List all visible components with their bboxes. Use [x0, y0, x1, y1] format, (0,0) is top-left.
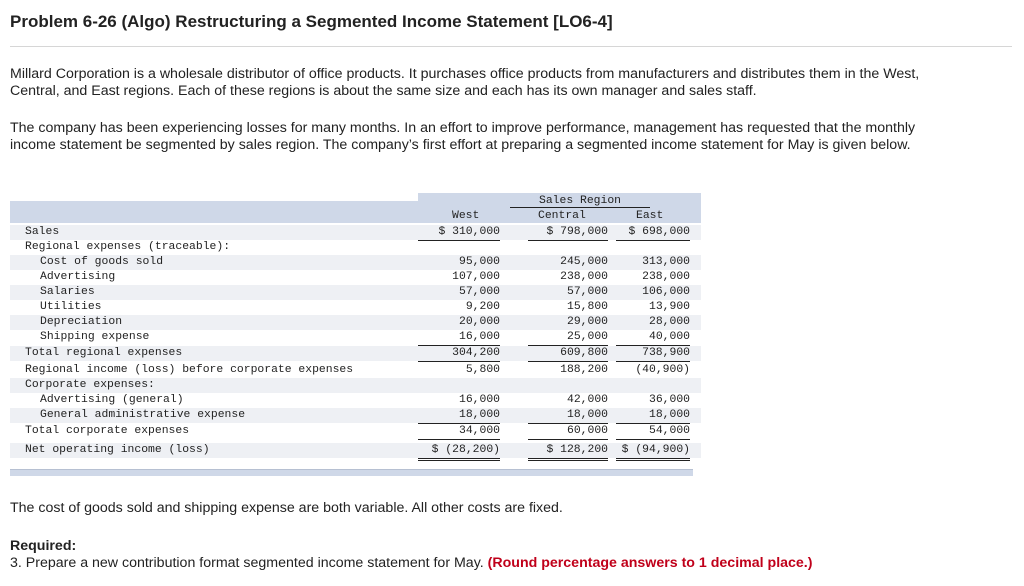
central-value: $ 128,200	[528, 443, 608, 461]
west-value: 57,000	[458, 286, 500, 298]
west-value: 95,000	[458, 256, 500, 268]
rounding-note: (Round percentage answers to 1 decimal place.)	[487, 555, 813, 571]
east-value: 13,900	[648, 301, 690, 313]
row-label: Total corporate expenses	[25, 425, 190, 437]
context-paragraph: The company has been experiencing losses for many months. In an effort to improve performance, management has requested that the monthly income statement be segmented by sales region. The company’s first effort at preparing a segmented income statement for May is given below.	[10, 120, 916, 153]
row-advertising	[10, 270, 701, 285]
row-label: Shipping expense	[40, 331, 150, 343]
table-bottom-band	[10, 469, 693, 476]
west-value: 107,000	[452, 271, 500, 283]
central-value: 609,800	[528, 346, 608, 362]
row-advertising-general	[10, 393, 701, 408]
central-value: 60,000	[528, 424, 608, 440]
east-value: 54,000	[616, 424, 690, 440]
west-value: 18,000	[418, 408, 500, 424]
row-regional-income	[10, 363, 701, 378]
east-value: 36,000	[648, 394, 690, 406]
east-value: 18,000	[616, 408, 690, 424]
central-value: 29,000	[566, 316, 608, 328]
column-header-west: West	[452, 210, 480, 222]
row-regional-expenses-header	[10, 240, 701, 255]
east-value: (40,900)	[616, 363, 690, 379]
west-value: 16,000	[418, 330, 500, 346]
east-value: 28,000	[648, 316, 690, 328]
row-salaries	[10, 285, 701, 300]
central-value: $ 798,000	[528, 225, 608, 241]
row-shipping-expense	[10, 330, 701, 345]
title-divider	[10, 46, 1012, 47]
required-section	[10, 538, 950, 572]
sales-region-header: Sales Region	[510, 195, 650, 208]
east-value: 238,000	[642, 271, 690, 283]
header-band-left	[10, 201, 418, 223]
central-value: 188,200	[528, 363, 608, 379]
row-label: Advertising	[40, 271, 116, 283]
west-value: 5,800	[418, 363, 500, 379]
variable-costs-note: The cost of goods sold and shipping expense are both variable. All other costs are fixed.	[10, 500, 563, 516]
column-header-east: East	[636, 210, 664, 222]
west-value: 20,000	[458, 316, 500, 328]
required-label: Required:	[10, 538, 77, 554]
row-depreciation	[10, 315, 701, 330]
east-value: 313,000	[642, 256, 690, 268]
central-value: 238,000	[560, 271, 608, 283]
row-label: Utilities	[40, 301, 102, 313]
row-cost-of-goods-sold	[10, 255, 701, 270]
west-value: 34,000	[418, 424, 500, 440]
required-text: 3. Prepare a new contribution format segmented income statement for May.	[10, 555, 484, 571]
intro-paragraph: Millard Corporation is a wholesale distributor of office products. It purchases office products from manufacturers and distributes them in the West, Central, and East regions. Each of these regions is about the same size and each has its own manager and sales staff.	[10, 66, 920, 99]
row-label: General administrative expense	[40, 409, 246, 421]
row-label: Cost of goods sold	[40, 256, 164, 268]
east-value: 40,000	[616, 330, 690, 346]
row-utilities	[10, 300, 701, 315]
row-label: Net operating income (loss)	[25, 444, 210, 456]
row-label: Regional expenses (traceable):	[25, 241, 231, 253]
central-value: 245,000	[560, 256, 608, 268]
row-label: Total regional expenses	[25, 347, 183, 359]
central-value: 18,000	[528, 408, 608, 424]
row-general-administrative	[10, 408, 701, 423]
east-value: 738,900	[616, 346, 690, 362]
row-label: Advertising (general)	[40, 394, 184, 406]
row-label: Corporate expenses:	[25, 379, 155, 391]
column-header-central: Central	[538, 210, 586, 222]
west-value: 9,200	[465, 301, 500, 313]
central-value: 25,000	[528, 330, 608, 346]
row-total-regional-expenses	[10, 346, 701, 361]
west-value: 304,200	[418, 346, 500, 362]
central-value: 15,800	[566, 301, 608, 313]
row-total-corporate-expenses	[10, 424, 701, 439]
west-value: $ (28,200)	[418, 443, 500, 461]
row-sales	[10, 225, 701, 240]
row-label: Salaries	[40, 286, 95, 298]
central-value: 42,000	[566, 394, 608, 406]
east-value: $ (94,900)	[616, 443, 690, 461]
west-value: $ 310,000	[418, 225, 500, 241]
west-value: 16,000	[458, 394, 500, 406]
row-net-operating-income	[10, 443, 701, 458]
east-value: 106,000	[642, 286, 690, 298]
east-value: $ 698,000	[616, 225, 690, 241]
page-title: Problem 6-26 (Algo) Restructuring a Segmented Income Statement [LO6-4]	[10, 12, 613, 31]
row-corporate-expenses-header	[10, 378, 701, 393]
row-label: Sales	[25, 226, 60, 238]
row-label: Depreciation	[40, 316, 123, 328]
central-value: 57,000	[566, 286, 608, 298]
row-label: Regional income (loss) before corporate expenses	[25, 364, 354, 376]
